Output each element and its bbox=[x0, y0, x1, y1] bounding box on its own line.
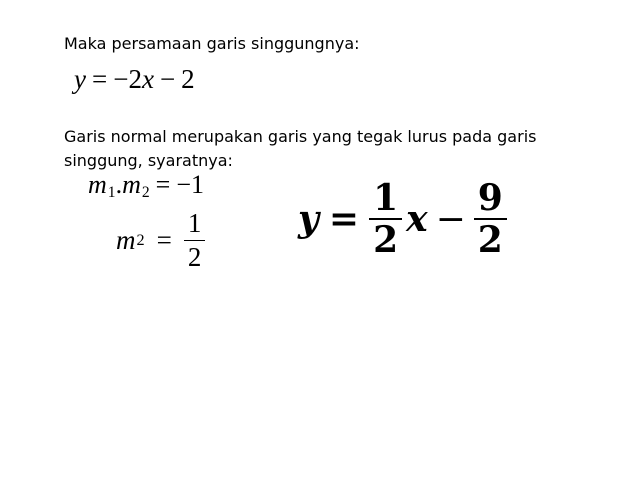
normal-eq-fraction-2 bbox=[474, 177, 507, 261]
normal-eq-frac1-den: 2 bbox=[373, 219, 399, 261]
slope-equals: = bbox=[156, 225, 172, 255]
normal-eq-frac2-den: 2 bbox=[477, 219, 503, 261]
condition-sub2: 2 bbox=[141, 183, 150, 201]
slope-fraction bbox=[184, 210, 206, 271]
normal-eq-frac2-num: 9 bbox=[477, 177, 503, 219]
normal-eq-minus: − bbox=[435, 198, 466, 240]
normal-eq-y: y bbox=[298, 198, 319, 240]
paragraph-line-1: Garis normal merupakan garis yang tegak lurus pada garis bbox=[64, 127, 537, 146]
tangent-eq-y: y bbox=[74, 64, 86, 94]
condition-equals: = bbox=[155, 170, 171, 199]
normal-eq-equals: = bbox=[328, 198, 360, 240]
paragraph-line-2: singgung, syaratnya: bbox=[64, 151, 233, 170]
slope-sub: 2 bbox=[136, 231, 145, 249]
slope-numerator: 1 bbox=[187, 208, 202, 238]
slope-m: m bbox=[116, 225, 136, 255]
tangent-eq-minus: − bbox=[159, 64, 176, 94]
normal-eq-frac1-num: 1 bbox=[373, 177, 399, 219]
normal-eq-x: x bbox=[406, 198, 428, 240]
tangent-line-equation bbox=[74, 64, 195, 95]
tangent-eq-coef: −2 bbox=[113, 64, 142, 94]
slope-fraction-bar bbox=[184, 240, 206, 241]
condition-m1: m bbox=[88, 170, 107, 199]
tangent-eq-equals: = bbox=[91, 64, 108, 94]
condition-sub1: 1 bbox=[107, 183, 116, 201]
intro-text: Maka persamaan garis singgungnya: bbox=[64, 34, 360, 53]
normal-slope-equation bbox=[116, 210, 205, 271]
normal-line-equation bbox=[298, 177, 507, 261]
normal-eq-fraction-1 bbox=[369, 177, 402, 261]
condition-rhs: −1 bbox=[176, 170, 204, 199]
tangent-eq-const: 2 bbox=[181, 64, 195, 94]
condition-m2: m bbox=[122, 170, 141, 199]
tangent-eq-x: x bbox=[141, 64, 154, 94]
condition-dot: . bbox=[115, 170, 123, 199]
perpendicular-condition-equation bbox=[88, 170, 204, 202]
slope-denominator: 2 bbox=[187, 242, 202, 272]
